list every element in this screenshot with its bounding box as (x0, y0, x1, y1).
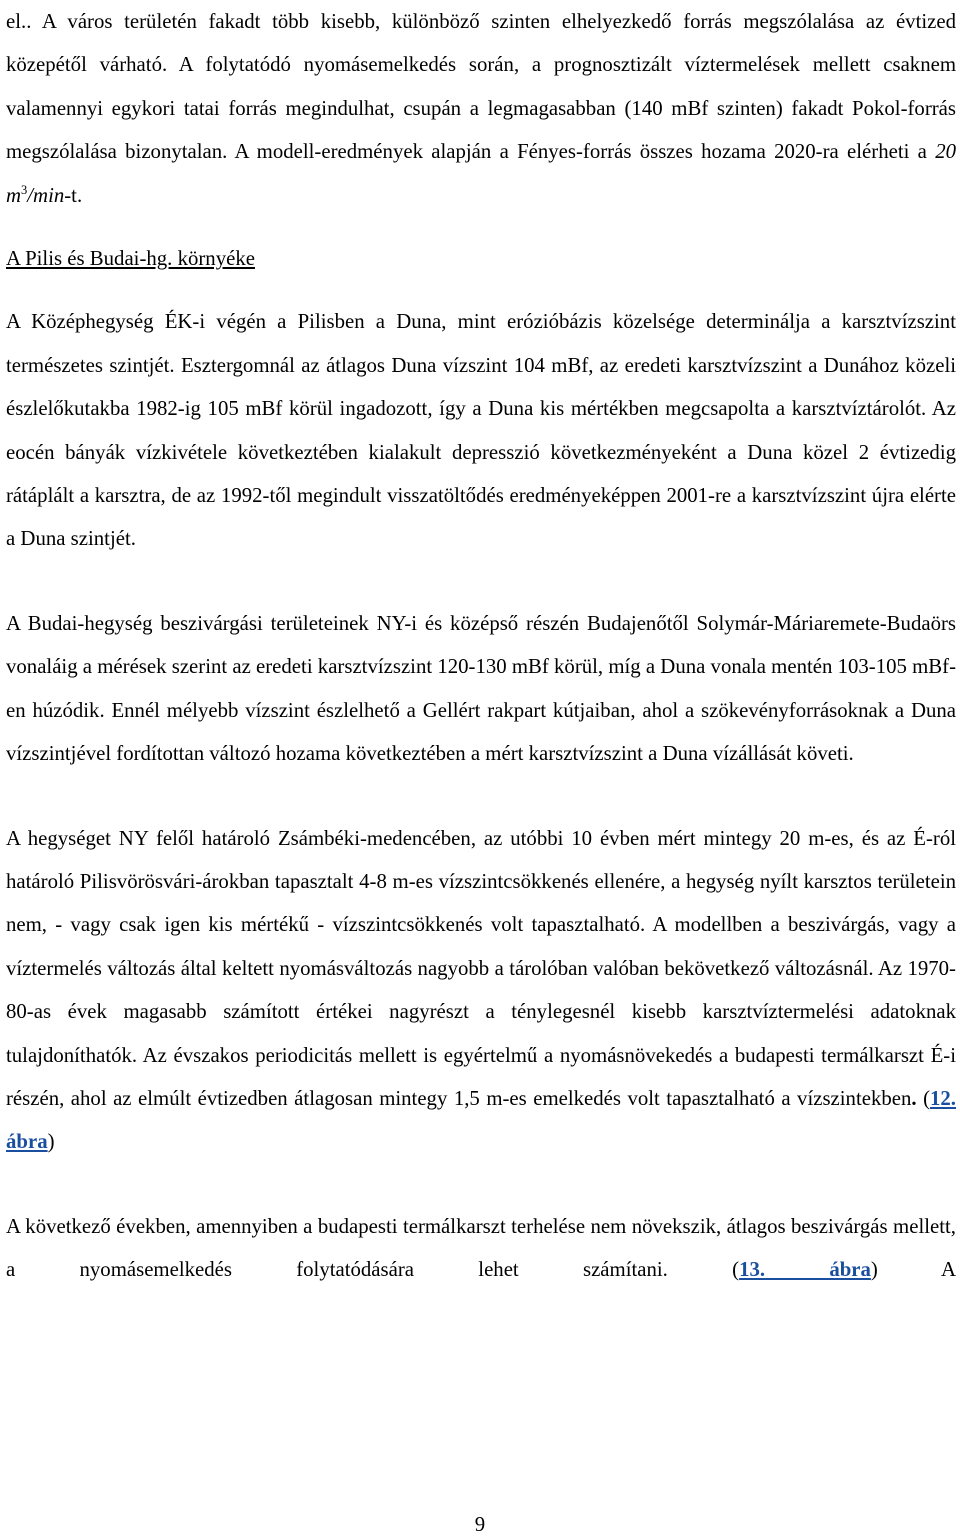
paragraph-tata-springs (6, 0, 956, 217)
section-heading: A Pilis és Budai-hg. környéke (6, 247, 255, 271)
flow-value: 20 m (6, 140, 956, 207)
page-number: 9 (474, 1513, 486, 1536)
bold-period: . (911, 1086, 917, 1110)
paragraph-text-end: -t. (64, 183, 83, 207)
paragraph-budai-hegyseg: A Budai-hegység beszivárgási területeinek NY-i és középső részén Budajenőtől Solymár-Máriaremete-Budaörs vonaláig a mérések szerint az eredeti karsztvízszint 120-130 mBf körül, míg a Duna vonala mentén 103-105 mBf-en húzódik. Ennél mélyebb vízszint észlelhető a Gellért rakpart kútjaiban, ahol a szökevényforrásoknak a Duna vízszintjével fordítottan változó hozama következtében a mért karsztvízszint a Duna vízállását követi. (6, 611, 957, 766)
paragraph-text: A következő években, amennyiben a budapesti termálkarszt terhelése nem növekszik, átlagos beszivárgás mellett, a nyomásemelkedés folytatódására lehet számítani. ( (6, 1214, 956, 1282)
figure-13-link[interactable]: 13. ábra (739, 1258, 871, 1282)
paren-close: ) A (870, 1258, 956, 1282)
paragraph-text: A hegységet NY felől határoló Zsámbéki-medencében, az utóbbi 10 évben mért mintegy 20 m-es, és az É-ról határoló Pilisvörösvári-árokban tapasztalt 4-8 m-es vízszintcsökkenés ellenére, a hegység nyílt karsztos területein nem, - vagy csak igen kis mértékű - vízszintcsökkenés volt tapasztalható. A modellben a beszivárgás, vagy a víztermelés változás által keltett nyomásváltozás nagyobb a tárolóban valóban bekövetkező változásnál. Az 1970-80-as évek magasabb számított értékei nagyrészt a ténylegesnél kisebb karsztvíztermelési adatoknak tulajdoníthatók. Az évszakos periodicitás mellett is egyértelmű a nyomásnövekedés a budapesti termálkarszt É-i részén, ahol az elmúlt évtizedben átlagosan mintegy 1,5 m-es emelkedés volt tapasztalható a vízszintekben (6, 826, 956, 1110)
paragraph-text: el.. A város területén fakadt több kisebb, különböző szinten elhelyezkedő forrás megszólalása az évtized közepétől várható. A folytatódó nyomásemelkedés során, a prognosztizált víztermelések mellett csaknem valamennyi egykori tatai forrás megindulhat, csupán a legmagasabban (140 mBf szinten) fakadt Pokol-forrás megszólalása bizonytalan. A modell-eredmények alapján a Fényes-forrás összes hozama 2020-ra elérheti a (6, 10, 956, 164)
figure-12-link[interactable]: 12. ábra (6, 1086, 956, 1154)
flow-unit: /min (27, 183, 65, 207)
superscript-exponent: 3 (21, 182, 28, 197)
paragraph-pilis: A Középhegység ÉK-i végén a Pilisben a Duna, mint erózióbázis közelsége determinálja a karsztvízszint természetes szintjét. Esztergomnál az átlagos Duna vízszint 104 mBf, az eredeti karsztvízszint a Dunához közeli észlelőkutakba 1982-ig 105 mBf körül ingadozott, így a Duna kis mértékben megcsapolta a karsztvíztárolót. Az eocén bányák vízkivétele következtében kialakult depresszió következményeként a Duna közel 2 évtizedig rátáplált a karsztra, de az 1992-től megindult visszatöltődés eredményeképpen 2001-re a karsztvízszint újra elérte a Duna szintjét. (6, 310, 956, 551)
paragraph-zsambeki-medence (6, 817, 956, 1164)
paren-open: ( (916, 1086, 930, 1110)
document-page (6, 0, 956, 1292)
paren-close: ) (47, 1130, 55, 1154)
paragraph-termalkarszt (6, 1205, 956, 1292)
